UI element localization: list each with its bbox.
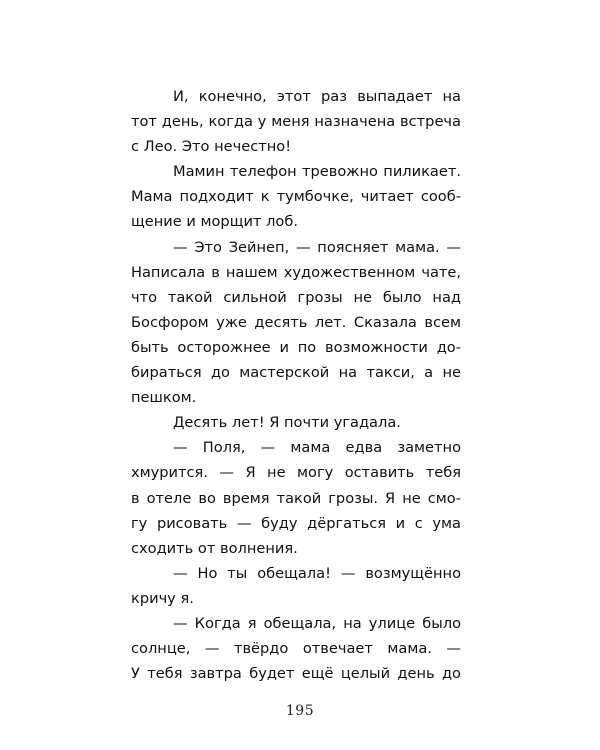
text-line: с Лео. Это нечестно! [131, 138, 292, 156]
text-line: щение и морщит лоб. [131, 213, 298, 231]
text-line: И, конечно, этот раз выпадает на [173, 88, 461, 105]
text-line: бираться до мастерской на такси, а не [131, 364, 461, 382]
text-line: кричу я. [131, 589, 194, 607]
text-line: быть осторожнее и по возможности до- [131, 338, 461, 356]
text-line: гу рисовать — буду дёргаться и с ума [131, 514, 461, 532]
text-line: Мама подходит к тумбочке, читает сооб- [131, 188, 461, 206]
body-text [131, 84, 461, 686]
text-line: хмурится. — Я не могу оставить тебя [131, 464, 461, 482]
text-line: — Это Зейнеп, — поясняет мама. — [173, 238, 461, 256]
text-line: — Когда я обещала, на улице было [173, 614, 461, 632]
text-line: — Но ты обещала! — возмущённо [173, 564, 461, 582]
text-line: сходить от волнения. [131, 539, 298, 557]
text-line: в отеле во время такой грозы. Я не смо- [131, 489, 461, 507]
text-line: Десять лет! Я почти угадала. [173, 414, 401, 432]
text-line: Босфором уже десять лет. Сказала всем [131, 313, 461, 331]
text-line: тот день, когда у меня назначена встреча [131, 113, 461, 131]
text-line: что такой сильной грозы не было над [131, 288, 461, 306]
page-number: 195 [285, 703, 315, 719]
text-line: — Поля, — мама едва заметно [173, 439, 461, 457]
text-line: Написала в нашем художественном чате, [131, 263, 461, 281]
text-line: Мамин телефон тревожно пиликает. [173, 163, 461, 181]
text-line: солнце, — твёрдо отвечает мама. — [131, 640, 461, 658]
text-line: У тебя завтра будет ещё целый день до [131, 665, 461, 683]
text-line: пешком. [131, 389, 197, 407]
